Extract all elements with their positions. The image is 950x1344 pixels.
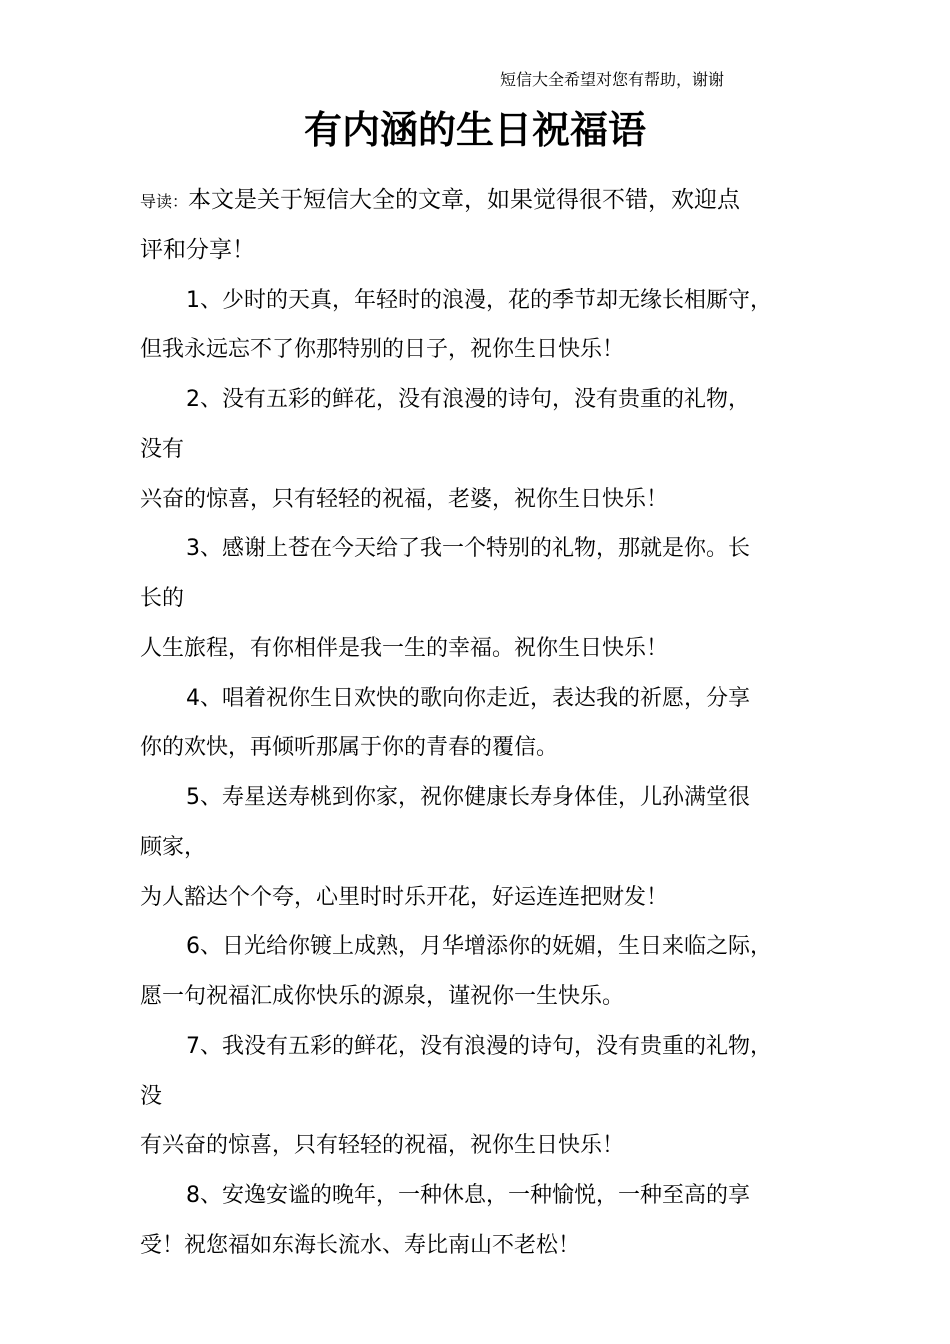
intro-text: 评和分享！ <box>140 236 255 263</box>
wish-1-line-1: 1、少时的天真，年轻时的浪漫，花的季节却无缘长相厮守， <box>186 287 772 313</box>
wish-2-line-2: 没有 <box>140 436 185 462</box>
header-note: 短信大全希望对您有帮助，谢谢 <box>500 70 725 89</box>
wish-5-line-2: 顾家， <box>140 834 207 860</box>
intro-text: 本文是关于短信大全的文章，如果觉得很不错，欢迎点 <box>188 187 741 213</box>
intro-line-1 <box>140 176 840 226</box>
wish-1-line-2: 但我永远忘不了你那特别的日子，祝你生日快乐！ <box>140 337 625 363</box>
wish-5-line-3: 为人豁达个个夸，心里时时乐开花，好运连连把财发！ <box>140 884 669 910</box>
wish-3-line-1: 3、感谢上苍在今天给了我一个特别的礼物，那就是你。长 <box>186 536 750 562</box>
wish-7-line-3: 有兴奋的惊喜，只有轻轻的祝福，祝你生日快乐！ <box>140 1133 625 1159</box>
wish-5-line-1: 5、寿星送寿桃到你家，祝你健康长寿身体佳，儿孙满堂很 <box>186 785 750 810</box>
wish-8-line-2: 受！祝您福如东海长流水、寿比南山不老松！ <box>140 1232 581 1258</box>
wish-3-line-2: 长的 <box>140 586 185 611</box>
wish-4-line-1: 4、唱着祝你生日欢快的歌向你走近，表达我的祈愿，分享 <box>186 685 750 711</box>
wish-6-line-1: 6、日光给你镀上成熟，月华增添你的妩媚，生日来临之际， <box>186 934 772 960</box>
intro-line-2 <box>140 226 840 276</box>
wish-3-line-3: 人生旅程，有你相伴是我一生的幸福。祝你生日快乐！ <box>140 635 669 661</box>
wish-7-line-2: 没 <box>140 1083 163 1109</box>
wish-8-line-1: 8、安逸安谧的晚年，一种休息，一种愉悦，一种至高的享 <box>186 1183 750 1208</box>
wish-7-line-1: 7、我没有五彩的鲜花，没有浪漫的诗句，没有贵重的礼物， <box>186 1033 772 1059</box>
wish-2-line-3: 兴奋的惊喜，只有轻轻的祝福，老婆，祝你生日快乐！ <box>140 486 669 512</box>
article-body <box>140 176 840 1271</box>
wish-6-line-2: 愿一句祝福汇成你快乐的源泉，谨祝你一生快乐。 <box>140 984 625 1009</box>
wish-4-line-2: 你的欢快，再倾听那属于你的青春的覆信。 <box>140 735 559 761</box>
wish-2-line-1: 2、没有五彩的鲜花，没有浪漫的诗句，没有贵重的礼物， <box>186 387 750 412</box>
page-title: 有内涵的生日祝福语 <box>303 108 646 152</box>
intro-prefix: 导读： <box>140 192 189 211</box>
